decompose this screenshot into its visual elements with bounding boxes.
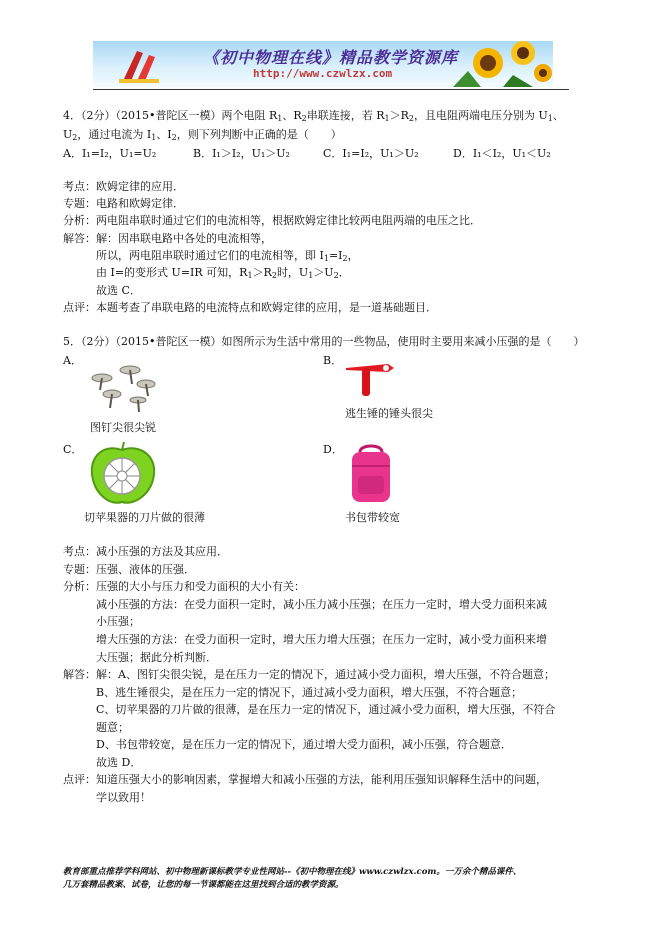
q4-stem-line2: $U_2$，通过电流为 $I_1$、$I_2$，则下列判断中正确的是（ ） [63, 128, 342, 142]
thumbtacks-image [82, 360, 164, 416]
q5-jieda-line6: 故选 D． [96, 756, 142, 769]
footer-line1: 教育部重点推荐学科网站、初中物理新课标教学专业性网站--《初中物理在线》www.czwlzx.com。一万余个精品课件、 [63, 867, 522, 877]
q4-jieda-line4: 故选 C． [96, 284, 141, 297]
q4-fenxi-label: 分析： [63, 214, 96, 227]
banner-title: 《初中物理在线》精品教学资源库 [203, 48, 459, 67]
header-rule [93, 89, 569, 90]
q5-option-c-letter: C． [63, 443, 83, 456]
q4-jieda-label: 解答： [63, 232, 96, 245]
footer-line2: 几万套精品教案、试卷，让您的每一节课都能在这里找到合适的教学资源。 [63, 880, 344, 890]
q5-fenxi-line2: 减小压强的方法：在受力面积一定时，减小压力减小压强；在压力一定时，增大受力面积来减 [96, 598, 547, 611]
sunflower-icon [453, 41, 552, 87]
q5-fenxi-line4: 增大压强的方法：在受力面积一定时，增大压力增大压强；在压力一定时，减小受力面积来增 [96, 633, 547, 646]
q5-jieda-line2: B、逃生锤很尖，是在压力一定的情况下，通过减小受力面积，增大压强，不符合题意； [96, 686, 523, 699]
q4-kaodian-label: 考点： [63, 180, 96, 193]
q5-jieda-line5: D、书包带较宽，是在压力一定的情况下，通过增大受力面积，减小压强，符合题意． [96, 738, 512, 751]
site-logo-icon [119, 51, 159, 83]
q5-fenxi-line3: 小压强； [96, 615, 140, 628]
q5-kaodian: 减小压强的方法及其应用． [96, 545, 228, 558]
q4-option-a: A．I₁=I₂，U₁=U₂ [63, 147, 157, 160]
q5-caption-c: 切苹果器的刀片做的很薄 [84, 511, 205, 524]
q5-option-d-letter: D． [323, 443, 343, 456]
q4-zhuanti-label: 专题： [63, 197, 96, 210]
q5-zhuanti-label: 专题： [63, 563, 96, 576]
backpack-image [346, 442, 396, 506]
q5-caption-a: 图钉尖很尖锐 [90, 421, 156, 434]
q5-dianping-line2: 学以致用！ [96, 791, 151, 804]
q5-caption-d: 书包带较宽 [345, 511, 400, 524]
q5-fenxi-line1: 压强的大小与压力和受力面积的大小有关： [96, 580, 305, 593]
q5-fenxi-label: 分析： [63, 580, 96, 593]
q4-option-c: C．I₁=I₂，U₁＞U₂ [323, 147, 419, 160]
q5-dianping-label: 点评： [63, 773, 96, 786]
apple-slicer-image [86, 440, 160, 510]
q4-dianping: 本题考查了串联电路的电流特点和欧姆定律的应用，是一道基础题目． [96, 301, 437, 314]
q5-jieda-line1: 解：A、图钉尖很尖锐，是在压力一定的情况下，通过减小受力面积，增大压强，不符合题意； [96, 668, 555, 681]
q4-dianping-label: 点评： [63, 301, 96, 314]
q4-fenxi: 两电阻串联时通过它们的电流相等，根据欧姆定律比较两电阻两端的电压之比． [96, 214, 481, 227]
q4-jieda-line1: 解：因串联电路中各处的电流相等， [96, 232, 272, 245]
q5-zhuanti: 压强、液体的压强． [96, 563, 195, 576]
q5-kaodian-label: 考点： [63, 545, 96, 558]
q4-jieda-line3: 由 I=的变形式 U=IR 可知，$R_1>R_2$时，$U_1>U_2$． [96, 266, 350, 280]
q5-fenxi-line5: 大压强；据此分析判断． [96, 651, 217, 664]
escape-hammer-image [340, 358, 402, 402]
banner-url: http://www.czwlzx.com [253, 67, 393, 80]
header-banner [93, 41, 553, 87]
q4-zhuanti: 电路和欧姆定律． [96, 197, 184, 210]
q4-jieda-line2: 所以，两电阻串联时通过它们的电流相等，即 $I_1=I_2$， [96, 249, 359, 263]
q5-dianping-line1: 知道压强大小的影响因素，掌握增大和减小压强的方法，能利用压强知识解释生活中的问题， [96, 773, 547, 786]
q4-kaodian: 欧姆定律的应用． [96, 180, 184, 193]
q5-jieda-label: 解答： [63, 668, 96, 681]
q5-option-a-letter: A． [63, 354, 82, 367]
q5-jieda-line3: C、切苹果器的刀片做的很薄，是在压力一定的情况下，通过减小受力面积，增大压强，不符合 [96, 703, 556, 716]
q4-option-b: B．I₁＞I₂，U₁＞U₂ [193, 147, 290, 160]
q4-option-d: D．I₁＜I₂，U₁＜U₂ [453, 147, 551, 160]
q5-jieda-line4: 题意； [96, 721, 129, 734]
q5-option-b-letter: B． [323, 354, 343, 367]
q5-stem: 5．（2分）（2015•普陀区一模）如图所示为生活中常用的一些物品，使用时主要用来减小压强的是（ ） [63, 335, 585, 348]
q4-stem-line1: 4．（2分）（2015•普陀区一模）两个电阻 $R_1$、$R_2$串联连接，若 $R_1>R_2$，且电阻两端电压分别为 $U_1$、 [63, 109, 564, 123]
q5-caption-b: 逃生锤的锤头很尖 [345, 407, 433, 420]
